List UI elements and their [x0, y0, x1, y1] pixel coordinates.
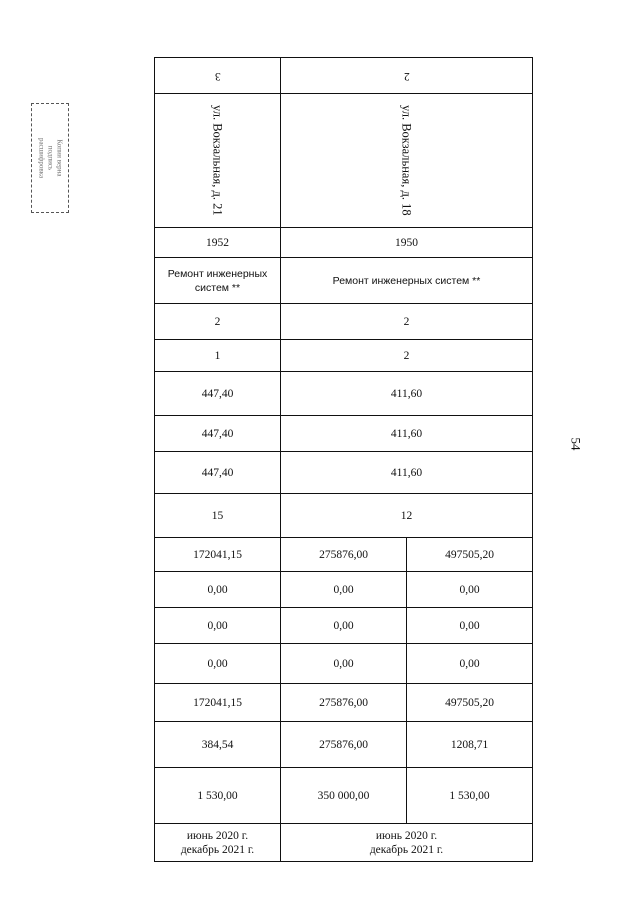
table-row — [155, 538, 533, 572]
cost-cell: 275876,00 — [281, 538, 407, 572]
cost-cell: 1 530,00 — [407, 768, 533, 824]
table-row — [155, 644, 533, 684]
stamp-text — [37, 106, 64, 210]
cost-cell: 0,00 — [407, 608, 533, 644]
table-row — [155, 572, 533, 608]
year-cell: 1950 — [281, 228, 533, 258]
cost-cell: 0,00 — [155, 608, 281, 644]
table-row — [155, 258, 533, 304]
table-row — [155, 608, 533, 644]
date-end: декабрь 2021 г. — [369, 843, 444, 856]
table-row — [155, 494, 533, 538]
cost-cell: 497505,20 — [407, 538, 533, 572]
cost-cell: 1208,71 — [407, 722, 533, 768]
data-table — [154, 57, 533, 862]
table-row — [155, 722, 533, 768]
date-end: декабрь 2021 г. — [180, 843, 255, 856]
work-type-cell: Ремонт инженерных систем ** — [281, 258, 533, 304]
address-cell: ул. Вокзальная, д. 21 — [155, 94, 281, 228]
table-row — [155, 452, 533, 494]
cost-cell: 172041,15 — [155, 684, 281, 722]
table-cell: 2 — [155, 304, 281, 340]
date-start: июнь 2020 г. — [186, 829, 249, 842]
cost-cell: 0,00 — [281, 644, 407, 684]
table-row — [155, 340, 533, 372]
table-cell: 1 — [155, 340, 281, 372]
address-cell: ул. Вокзальная, д. 18 — [281, 94, 533, 228]
certification-stamp — [31, 103, 69, 213]
cost-cell: 0,00 — [281, 608, 407, 644]
table-row — [155, 768, 533, 824]
cost-cell: 172041,15 — [155, 538, 281, 572]
column-number-cell: 3 — [155, 58, 281, 94]
table-cell: 2 — [281, 340, 533, 372]
area-cell: 411,60 — [281, 416, 533, 452]
date-cell — [155, 824, 281, 862]
cost-cell: 1 530,00 — [155, 768, 281, 824]
year-cell: 1952 — [155, 228, 281, 258]
cost-cell: 0,00 — [155, 644, 281, 684]
cost-cell: 0,00 — [407, 644, 533, 684]
cost-cell: 497505,20 — [407, 684, 533, 722]
column-number-cell: 2 — [281, 58, 533, 94]
cost-cell: 275876,00 — [281, 684, 407, 722]
area-cell: 447,40 — [155, 372, 281, 416]
stamp-line: подпись — [46, 145, 55, 171]
table-row — [155, 304, 533, 340]
table-row — [155, 824, 533, 862]
residents-cell: 12 — [281, 494, 533, 538]
page-number: 54 — [568, 437, 584, 451]
table-cell: 2 — [281, 304, 533, 340]
cost-cell: 0,00 — [407, 572, 533, 608]
date-start: июнь 2020 г. — [375, 829, 438, 842]
cost-cell: 350 000,00 — [281, 768, 407, 824]
table-row — [155, 228, 533, 258]
table-row — [155, 94, 533, 228]
table-row — [155, 58, 533, 94]
cost-cell: 384,54 — [155, 722, 281, 768]
area-cell: 447,40 — [155, 452, 281, 494]
stamp-line: расшифровка — [37, 137, 46, 179]
cost-cell: 0,00 — [155, 572, 281, 608]
table-row — [155, 684, 533, 722]
date-cell — [281, 824, 533, 862]
stamp-line: Копия верна — [55, 139, 64, 177]
cost-cell: 275876,00 — [281, 722, 407, 768]
table-row — [155, 416, 533, 452]
cost-cell: 0,00 — [281, 572, 407, 608]
work-type-cell: Ремонт инженерных систем ** — [155, 258, 281, 304]
area-cell: 411,60 — [281, 452, 533, 494]
area-cell: 447,40 — [155, 416, 281, 452]
residents-cell: 15 — [155, 494, 281, 538]
table-row — [155, 372, 533, 416]
area-cell: 411,60 — [281, 372, 533, 416]
